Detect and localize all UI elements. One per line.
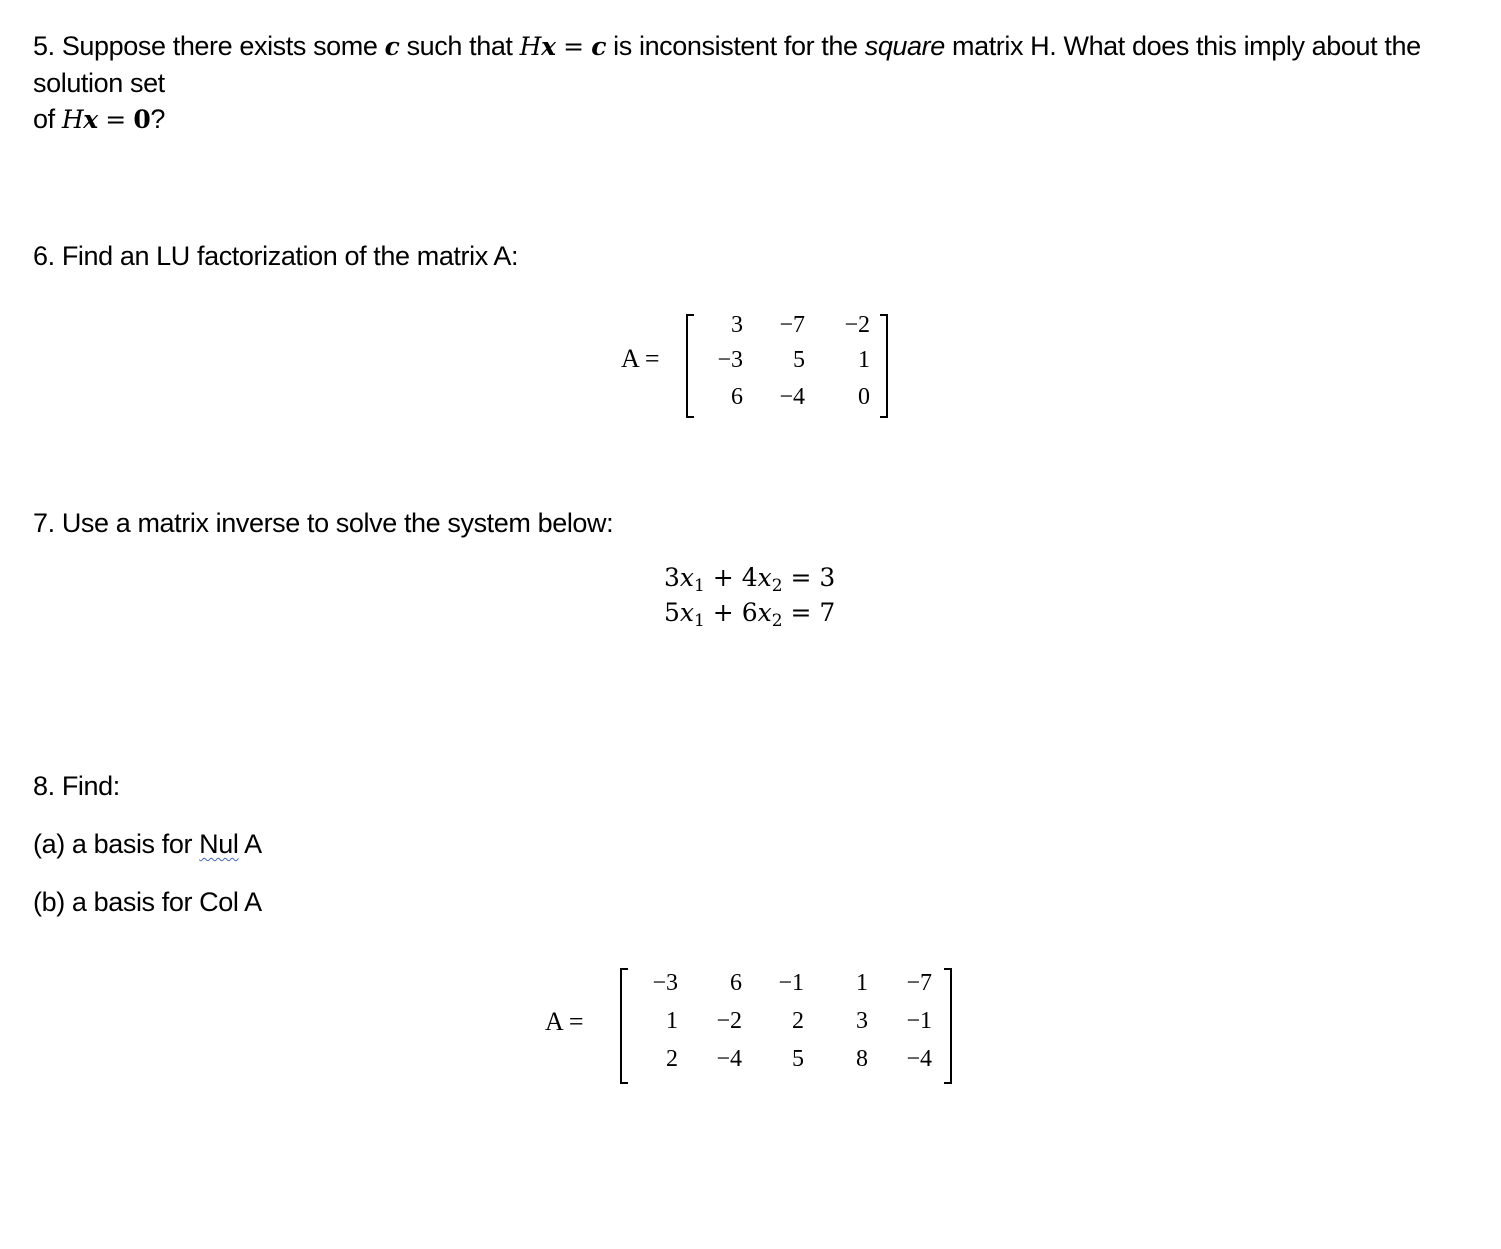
q8-matrix-cell: 2 [666, 1046, 678, 1072]
q8-matrix-cell: 1 [856, 970, 868, 996]
question-6: 6. Find an LU factorization of the matrix A: [33, 241, 519, 271]
q6-matrix-cell: 1 [858, 347, 870, 373]
q6-matrix-cell: −2 [844, 312, 870, 338]
q8-matrix-cell: 5 [792, 1046, 804, 1072]
q8-right-bracket [944, 968, 952, 1084]
q6-matrix-cell: −4 [779, 384, 805, 410]
q5-c-vector: c [384, 32, 400, 61]
q6-matrix-cell: −7 [779, 312, 805, 338]
q6-matrix-cell: −3 [717, 347, 743, 373]
q6-matrix-cell: 0 [858, 384, 870, 410]
q8-matrix-cell: 6 [730, 970, 742, 996]
q5-homogeneous-equation: Hx = 0 [61, 105, 151, 134]
q8-matrix-cell: −1 [906, 1008, 932, 1034]
q8-matrix-cell: 1 [666, 1008, 678, 1034]
q5-question-mark: ? [150, 104, 166, 134]
q6-matrix-cell: 5 [793, 347, 805, 373]
question-8a: (a) a basis for Nul A [33, 829, 262, 859]
q5-equation: Hx = c [519, 32, 607, 61]
nul-spellcheck-word: Nul [199, 829, 239, 859]
q8-matrix-cell: −2 [716, 1008, 742, 1034]
q5-text-3: is inconsistent for the [613, 31, 858, 61]
q6-matrix-cell: 3 [731, 312, 743, 338]
q8-matrix-cell: 8 [856, 1046, 868, 1072]
question-8: 8. Find: [33, 771, 120, 801]
q8-matrix-cell: −7 [906, 970, 932, 996]
q8-left-bracket [620, 968, 628, 1084]
q5-text-1: Suppose there exists some [61, 31, 378, 61]
q8-matrix-cell: −3 [652, 970, 678, 996]
q6-matrix-label: A = [621, 344, 660, 373]
q5-number: 5. [33, 31, 55, 61]
q8-matrix-cell: −1 [778, 970, 804, 996]
q8-matrix-cell: 3 [856, 1008, 868, 1034]
q6-matrix-cell: 6 [731, 384, 743, 410]
q5-text-2: such that [406, 31, 513, 61]
q5-text-4: matrix H. What does this imply about the solution set [33, 31, 1421, 98]
q8-matrix-cell: 2 [792, 1008, 804, 1034]
question-8b: (b) a basis for Col A [33, 887, 262, 917]
question-7: 7. Use a matrix inverse to solve the system below: [33, 508, 614, 538]
question-5 [33, 28, 1473, 138]
q8-matrix-cell: −4 [716, 1046, 742, 1072]
q5-text-5: of [33, 104, 55, 134]
q8-matrix-label: A = [545, 1007, 584, 1036]
q6-right-bracket [880, 314, 888, 418]
q7-equation-1: $3x_1 + 4x_2 = 3$ [664, 563, 836, 596]
q8-matrix-cell: −4 [906, 1046, 932, 1072]
q5-square: square [864, 31, 945, 61]
q7-equation-2: $5x_1 + 6x_2 = 7$ [664, 598, 836, 631]
